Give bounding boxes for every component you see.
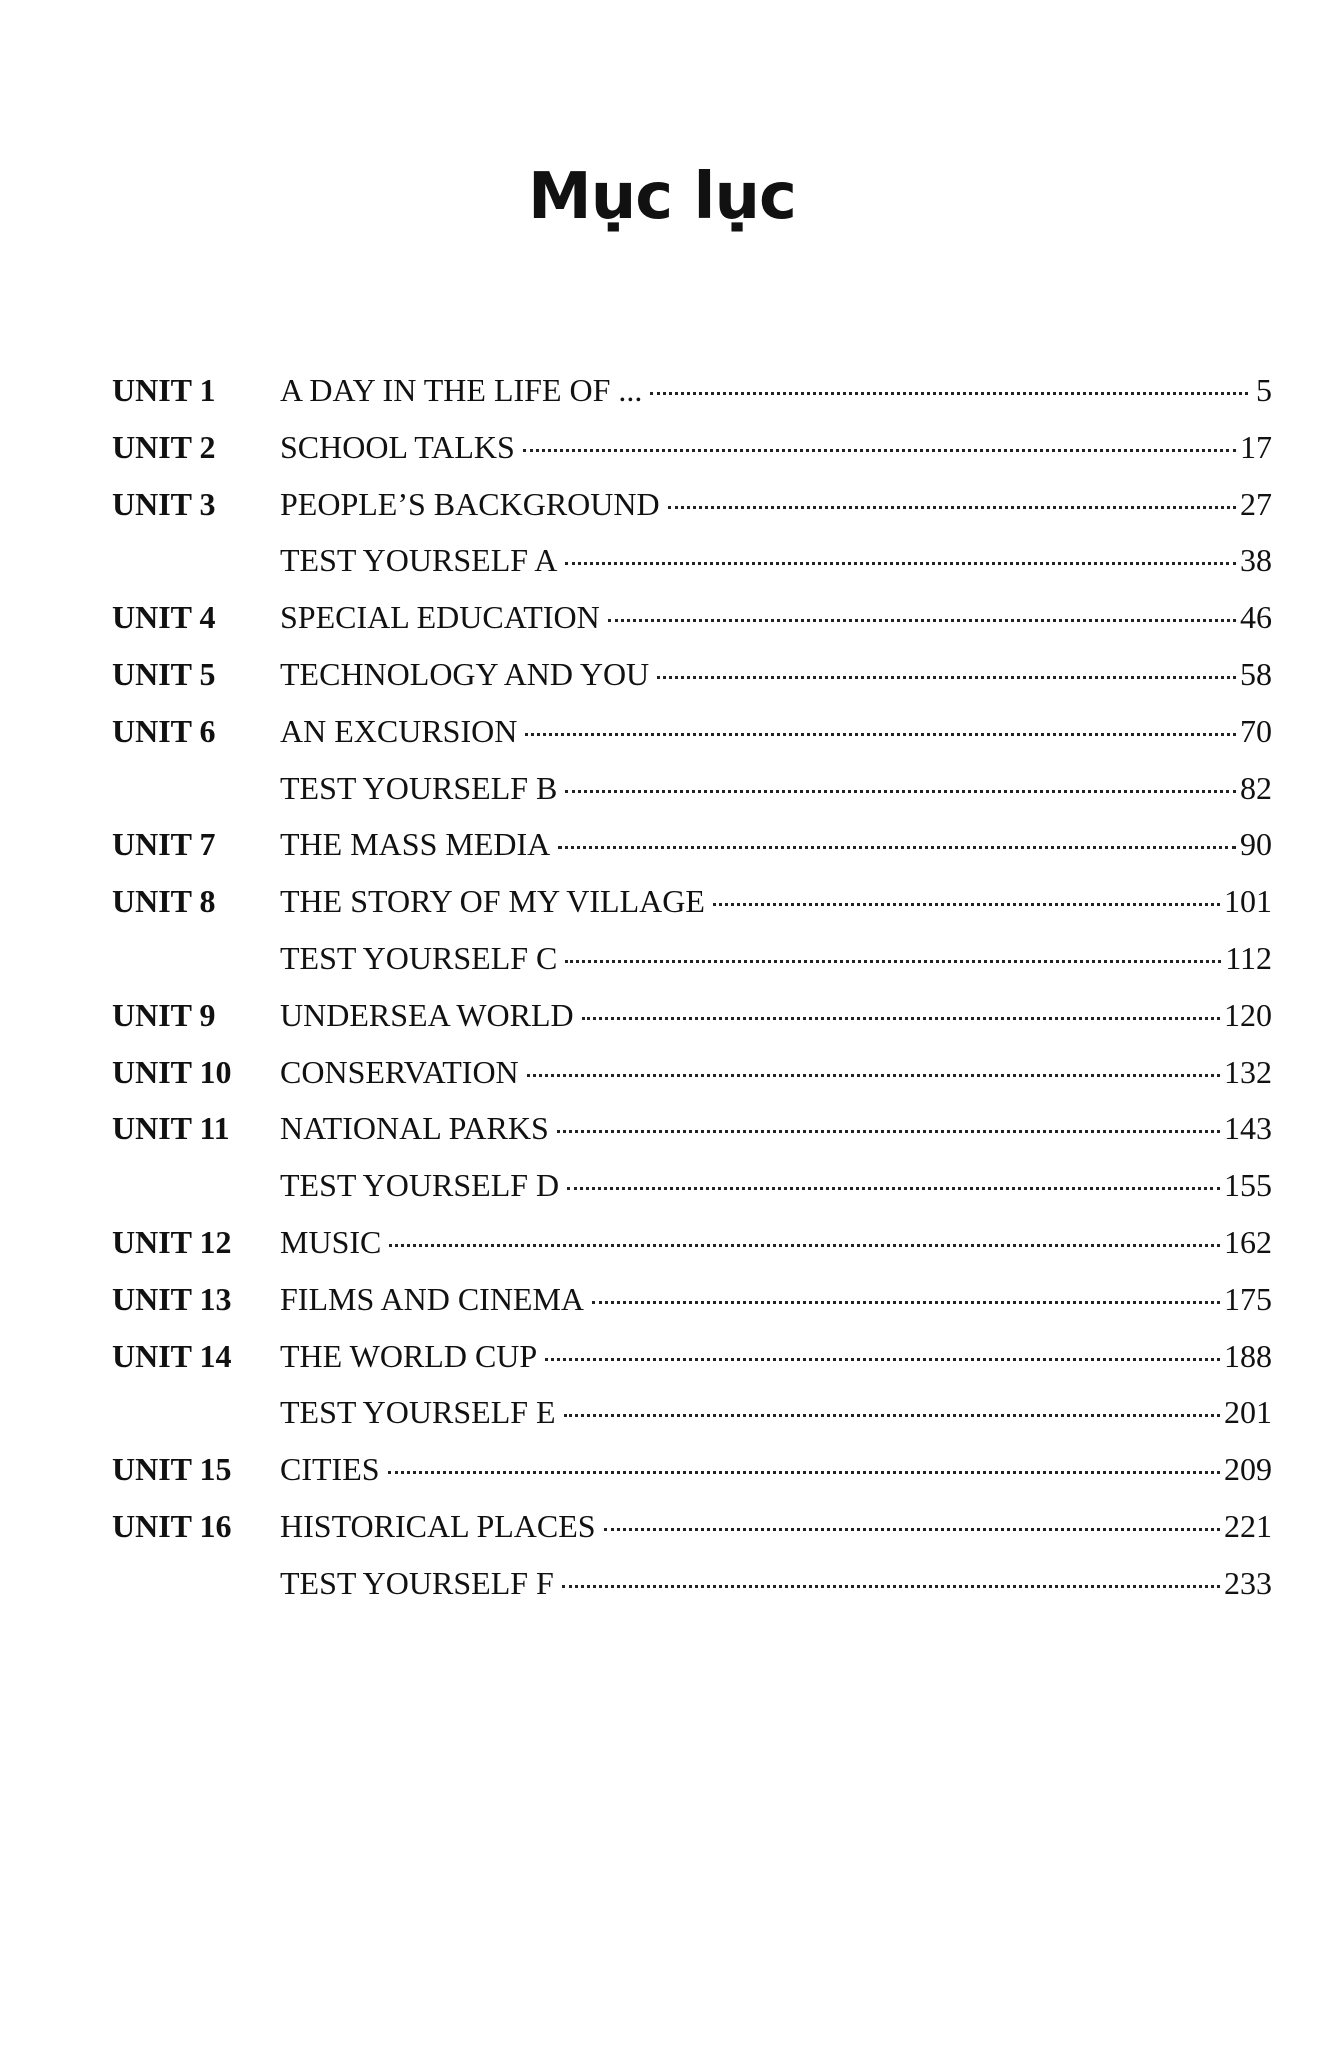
- dot-leader: [565, 562, 1236, 565]
- page-number: 38: [1240, 542, 1272, 579]
- entry-title: UNDERSEA WORLD: [280, 996, 574, 1033]
- toc-entry: [112, 1224, 1272, 1281]
- page-number: 70: [1240, 712, 1272, 749]
- entry-title: THE STORY OF MY VILLAGE: [280, 883, 705, 920]
- dot-leader: [608, 619, 1236, 622]
- entry-title: HISTORICAL PLACES: [280, 1507, 596, 1544]
- toc-entry: [112, 713, 1272, 770]
- toc-entry: [112, 826, 1272, 883]
- page-number: 155: [1224, 1167, 1272, 1204]
- toc-entry: [112, 372, 1272, 429]
- unit-label: UNIT 13: [112, 1280, 232, 1317]
- page-number: 175: [1224, 1280, 1272, 1317]
- entry-title: PEOPLE’S BACKGROUND: [280, 485, 660, 522]
- unit-label: UNIT 1: [112, 372, 216, 408]
- toc-entry: [112, 1394, 1272, 1451]
- entry-title: NATIONAL PARKS: [280, 1110, 549, 1147]
- dot-leader: [389, 1244, 1220, 1247]
- entry-title: CONSERVATION: [280, 1053, 519, 1090]
- unit-label: UNIT 2: [112, 428, 216, 465]
- toc-entry: [112, 1565, 1272, 1622]
- entry-title: TEST YOURSELF D: [280, 1167, 560, 1204]
- dot-leader: [564, 1414, 1220, 1417]
- page-number: 132: [1224, 1053, 1272, 1090]
- entry-title: THE MASS MEDIA: [280, 826, 551, 863]
- dot-leader: [668, 506, 1236, 509]
- dot-leader: [525, 733, 1236, 736]
- entry-title: A DAY IN THE LIFE OF ...: [280, 372, 643, 408]
- toc-entry: [112, 1167, 1272, 1224]
- toc-entry: [112, 656, 1272, 713]
- unit-label: UNIT 9: [112, 996, 216, 1033]
- page-number: 221: [1224, 1507, 1272, 1544]
- toc-entry: [112, 770, 1272, 827]
- page-number: 58: [1240, 655, 1272, 692]
- toc-entry: [112, 1054, 1272, 1111]
- unit-label: UNIT 7: [112, 826, 216, 863]
- page-number: 27: [1240, 485, 1272, 522]
- entry-title: THE WORLD CUP: [280, 1337, 538, 1374]
- page-number: 201: [1224, 1394, 1272, 1431]
- page-number: 143: [1224, 1110, 1272, 1147]
- dot-leader: [565, 960, 1221, 963]
- toc-entry: [112, 429, 1272, 486]
- page-number: 5: [1256, 372, 1272, 408]
- unit-label: UNIT 5: [112, 655, 216, 692]
- entry-title: SCHOOL TALKS: [280, 428, 515, 465]
- dot-leader: [713, 903, 1220, 906]
- unit-label: UNIT 8: [112, 883, 216, 920]
- unit-label: UNIT 16: [112, 1507, 232, 1544]
- unit-label: UNIT 4: [112, 599, 216, 636]
- toc-entry: [112, 883, 1272, 940]
- page-number: 162: [1224, 1223, 1272, 1260]
- page-number: 82: [1240, 769, 1272, 806]
- page-number: 209: [1224, 1451, 1272, 1488]
- unit-label: UNIT 3: [112, 485, 216, 522]
- page-number: 90: [1240, 826, 1272, 863]
- dot-leader: [565, 790, 1236, 793]
- dot-leader: [527, 1074, 1220, 1077]
- toc-entry: [112, 1451, 1272, 1508]
- entry-title: TEST YOURSELF E: [280, 1394, 556, 1431]
- dot-leader: [388, 1471, 1220, 1474]
- entry-title: SPECIAL EDUCATION: [280, 599, 600, 636]
- entry-title: TEST YOURSELF B: [280, 769, 558, 806]
- toc-entry: [112, 1338, 1272, 1395]
- page-number: 188: [1224, 1337, 1272, 1374]
- dot-leader: [562, 1585, 1220, 1588]
- entry-title: TEST YOURSELF C: [280, 939, 558, 976]
- entry-title: MUSIC: [280, 1223, 382, 1260]
- page-number: 112: [1225, 939, 1272, 976]
- toc-entry: [112, 940, 1272, 997]
- page-number: 17: [1240, 428, 1272, 465]
- toc-entry: [112, 1110, 1272, 1167]
- entry-title: FILMS AND CINEMA: [280, 1280, 585, 1317]
- entry-title: TECHNOLOGY AND YOU: [280, 655, 650, 692]
- dot-leader: [523, 449, 1236, 452]
- toc-entry: [112, 997, 1272, 1054]
- dot-leader: [604, 1528, 1220, 1531]
- dot-leader: [657, 676, 1236, 679]
- unit-label: UNIT 11: [112, 1110, 230, 1147]
- unit-label: UNIT 14: [112, 1337, 232, 1374]
- toc-entry: [112, 1281, 1272, 1338]
- toc-entry: [112, 1508, 1272, 1565]
- unit-label: UNIT 15: [112, 1451, 232, 1488]
- page-title: Mục lục: [528, 160, 796, 234]
- entry-title: TEST YOURSELF F: [280, 1564, 554, 1601]
- dot-leader: [558, 846, 1236, 849]
- unit-label: UNIT 10: [112, 1053, 232, 1090]
- dot-leader: [650, 392, 1248, 395]
- toc-entry: [112, 542, 1272, 599]
- page-number: 101: [1224, 883, 1272, 920]
- toc-entry: [112, 486, 1272, 543]
- dot-leader: [592, 1301, 1220, 1304]
- dot-leader: [557, 1130, 1220, 1133]
- entry-title: CITIES: [280, 1451, 380, 1488]
- entry-title: AN EXCURSION: [280, 712, 518, 749]
- unit-label: UNIT 12: [112, 1223, 232, 1260]
- entry-title: TEST YOURSELF A: [280, 542, 558, 579]
- dot-leader: [582, 1017, 1220, 1020]
- toc-entry: [112, 599, 1272, 656]
- dot-leader: [545, 1358, 1220, 1361]
- page-number: 233: [1224, 1564, 1272, 1601]
- dot-leader: [567, 1187, 1220, 1190]
- page-number: 120: [1224, 996, 1272, 1033]
- page-number: 46: [1240, 599, 1272, 636]
- table-of-contents: [112, 372, 1272, 1622]
- unit-label: UNIT 6: [112, 712, 216, 749]
